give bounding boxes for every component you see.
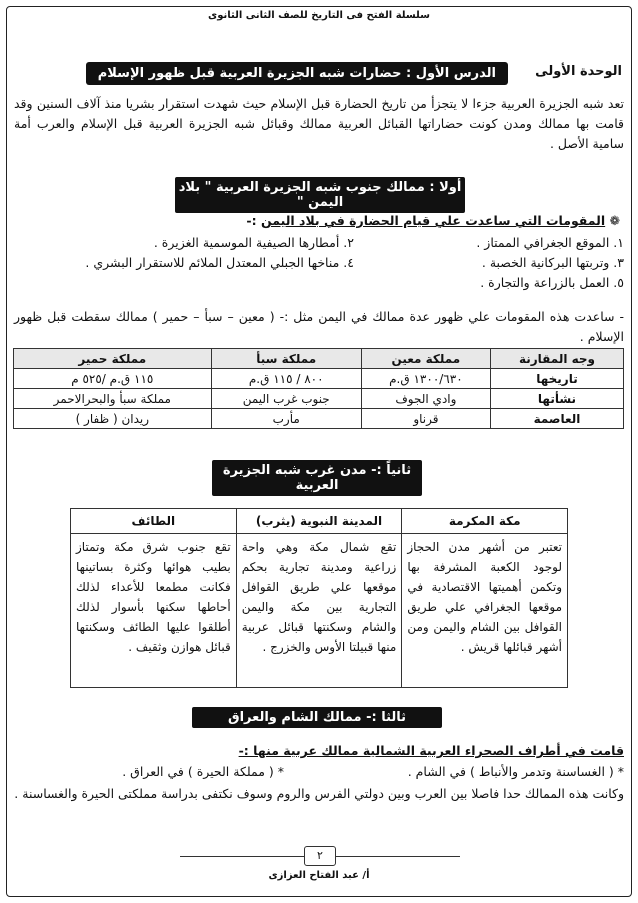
section3-title: قامت في أطراف الصحراء العربية الشمالية ممالك عربية منها :- bbox=[238, 743, 624, 758]
intro-paragraph: تعد شبه الجزيرة العربية جزءا لا يتجزأ من تاريخ الحضارة قبل الإسلام حيث شهدت استقرار بشريا منذ آلاف السنين وقد قامت بها ممالك ومدن كونت حضاراتها القبائل العربية ممالك وقبائل شبه الجزيرة العربية قبل الإسلام والعرب أمة سامية الأصل . bbox=[14, 96, 624, 151]
table-header: مكة المكرمة bbox=[402, 509, 568, 534]
flower-icon: ❁ bbox=[609, 213, 620, 228]
factors-title-text: المقومات التي ساعدت علي قيام الحضارة في بلاد اليمن bbox=[260, 213, 606, 228]
section2-banner: ثانياً :- مدن غرب شبه الجزيرة العربية bbox=[212, 460, 422, 496]
factors-title bbox=[246, 213, 620, 228]
list-item: ٤. مناخها الجبلي المعتدل الملائم للاستقرار البشري . bbox=[85, 255, 354, 270]
table-row bbox=[14, 409, 624, 429]
table-header: مملكة حمير bbox=[14, 349, 212, 369]
page-number: ٢ bbox=[304, 846, 336, 866]
list-item: ٥. العمل بالزراعة والتجارة . bbox=[480, 275, 624, 290]
kingdoms-note: - ساعدت هذه المقومات علي ظهور عدة ممالك في اليمن مثل :- ( معين – سبأ – حمير ) ممالك سقطت قبل ظهور الإسلام . bbox=[14, 309, 624, 344]
list-item: * ( مملكة الحيرة ) في العراق . bbox=[122, 764, 284, 779]
examples-row bbox=[14, 764, 624, 784]
factors-list bbox=[14, 235, 624, 295]
table-cell: ١١٥ ق.م /٥٢٥ م bbox=[14, 369, 212, 389]
table-header: مملكة معين bbox=[361, 349, 490, 369]
table-cell: جنوب غرب اليمن bbox=[211, 389, 361, 409]
series-header: سلسلة الفتح فى التاريخ للصف الثانى الثانوى bbox=[208, 10, 430, 21]
table-header-row bbox=[71, 509, 568, 534]
table-cell: تاريخها bbox=[490, 369, 623, 389]
cities-table bbox=[70, 508, 568, 688]
list-item: ٣. وتربتها البركانية الخصبة . bbox=[481, 255, 624, 270]
table-header: وجه المقارنة bbox=[490, 349, 623, 369]
table-header-row bbox=[14, 349, 624, 369]
kingdoms-table bbox=[13, 348, 624, 429]
section3-note: وكانت هذه الممالك حدا فاصلا بين العرب وبين دولتي الفرس والروم وسوف نكتفى بدراسة مملكتى الحيرة والغساسنة . bbox=[14, 786, 624, 801]
list-item: * ( الغساسنة وتدمر والأنباط ) في الشام . bbox=[407, 764, 624, 779]
table-cell: تعتبر من أشهر مدن الحجاز لوجود الكعبة المشرفة بها وتكمن أهميتها الاقتصادية في موقعها الجغرافي علي طريق القوافل بين الشام واليمن ومن أشهر قبائلها قريش . bbox=[402, 534, 568, 688]
table-row bbox=[14, 369, 624, 389]
table-cell: نشأتها bbox=[490, 389, 623, 409]
author-credit: أ/ عبد الفتاح العزازى bbox=[268, 870, 370, 881]
table-cell: مأرب bbox=[211, 409, 361, 429]
table-cell: العاصمة bbox=[490, 409, 623, 429]
table-cell: ١٣٠٠/٦٣٠ ق.م bbox=[361, 369, 490, 389]
factors-title-suffix: :- bbox=[246, 213, 257, 228]
list-item: ٢. أمطارها الصيفية الموسمية الغزيرة . bbox=[153, 235, 354, 250]
table-cell: مملكة سبأ والبحرالاحمر bbox=[14, 389, 212, 409]
list-item: ١. الموقع الجغرافي الممتاز . bbox=[476, 235, 624, 250]
table-header: المدينة النبوية (يثرب) bbox=[236, 509, 402, 534]
unit-title: الوحدة الأولى bbox=[535, 64, 622, 79]
table-cell: ٨٠٠ / ١١٥ ق.م bbox=[211, 369, 361, 389]
table-cell: وادي الجوف bbox=[361, 389, 490, 409]
table-header: مملكة سبأ bbox=[211, 349, 361, 369]
table-row bbox=[14, 389, 624, 409]
section3-banner: ثالثا :- ممالك الشام والعراق bbox=[192, 707, 442, 728]
table-cell: تقع شمال مكة وهي واحة زراعية ومدينة تجارية بحكم موقعها علي طريق القوافل التجارية بين مكة واليمن والشام وسكنتها قبائل عربية منها قبيلتا الأوس والخزرج . bbox=[236, 534, 402, 688]
table-cell: قرناو bbox=[361, 409, 490, 429]
table-cell: ريدان ( ظفار ) bbox=[14, 409, 212, 429]
table-row bbox=[71, 534, 568, 688]
section1-banner: أولا : ممالك جنوب شبه الجزيرة العربية " بلاد اليمن " bbox=[175, 177, 465, 213]
table-cell: تقع جنوب شرق مكة وتمتاز بطيب هوائها وكثرة بساتينها فكانت مطمعا للأعداء لذلك أحاطها سكنها بأسوار لذلك أطلقوا عليها الطائف وسكنتها قبائل هوازن وثقيف . bbox=[71, 534, 237, 688]
table-header: الطائف bbox=[71, 509, 237, 534]
title-row bbox=[12, 60, 626, 88]
lesson-title: الدرس الأول : حضارات شبه الجزيرة العربية قبل ظهور الإسلام bbox=[86, 62, 508, 85]
